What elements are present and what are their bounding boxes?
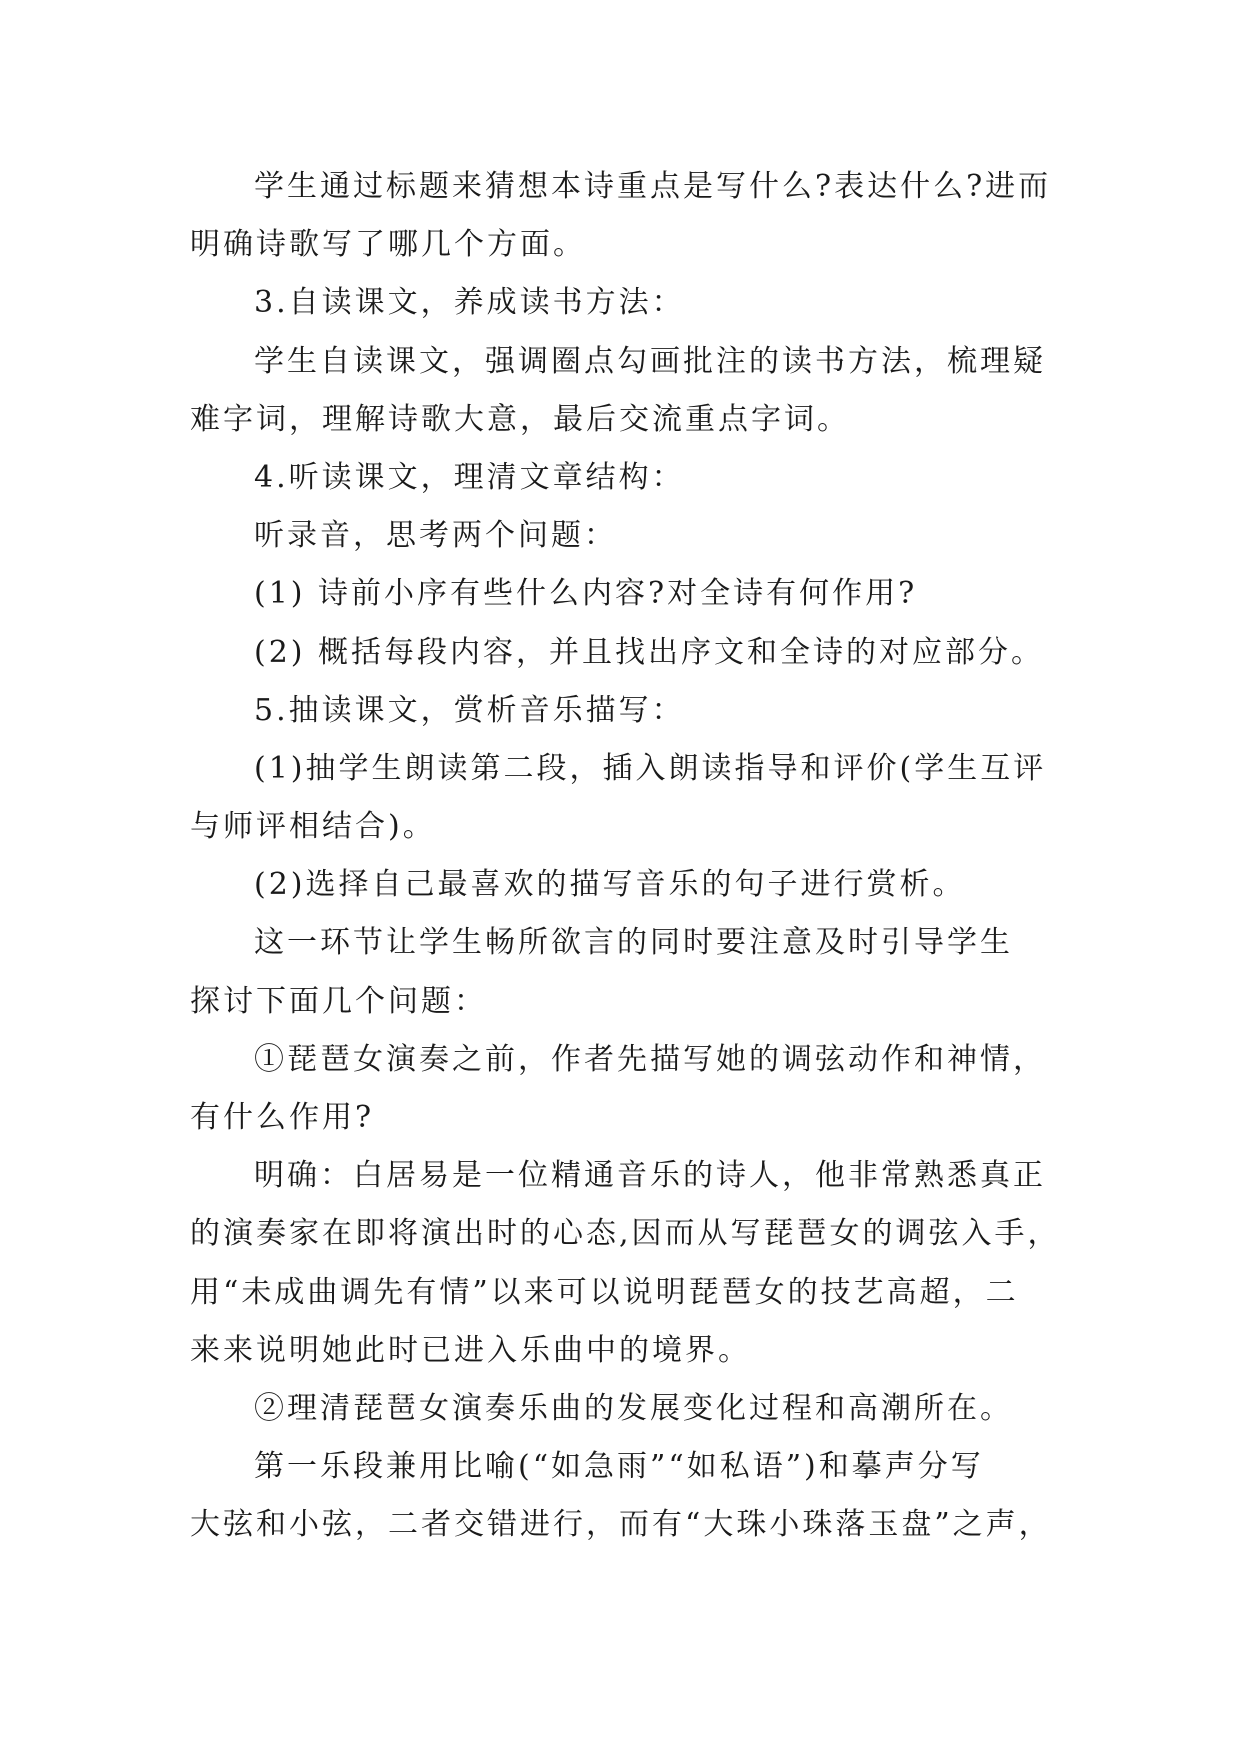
section-heading: 4.听读课文，理清文章结构： bbox=[254, 459, 685, 495]
paragraph-line: 用“未成曲调先有情”以来可以说明琵琶女的技艺高超，二 bbox=[190, 1274, 1019, 1310]
paragraph-line: 明确诗歌写了哪几个方面。 bbox=[190, 227, 586, 263]
paragraph-line: 这一环节让学生畅所欲言的同时要注意及时引导学生 bbox=[254, 925, 1013, 961]
list-item: ②理清琵琶女演奏乐曲的发展变化过程和高潮所在。 bbox=[254, 1390, 1013, 1426]
section-heading: 3.自读课文，养成读书方法： bbox=[254, 285, 685, 321]
section-heading: 5.抽读课文，赏析音乐描写： bbox=[254, 692, 685, 728]
list-item: ①琵琶女演奏之前，作者先描写她的调弦动作和神情， bbox=[254, 1041, 1046, 1077]
paragraph-line: 难字词，理解诗歌大意，最后交流重点字词。 bbox=[190, 401, 850, 437]
paragraph-line: 与师评相结合)。 bbox=[190, 809, 436, 845]
paragraph-line: 第一乐段兼用比喻(“如急雨”“如私语”)和摹声分写 bbox=[254, 1449, 984, 1485]
paragraph-line: 明确：白居易是一位精通音乐的诗人，他非常熟悉真正 bbox=[254, 1158, 1046, 1194]
paragraph-line: 学生通过标题来猜想本诗重点是写什么?表达什么?进而 bbox=[254, 169, 1052, 204]
paragraph-line: 听录音，思考两个问题： bbox=[254, 518, 617, 554]
list-item: (2) 概括每段内容，并且找出序文和全诗的对应部分。 bbox=[254, 634, 1045, 670]
paragraph-line: 探讨下面几个问题： bbox=[190, 983, 487, 1019]
list-item: (1)抽学生朗读第二段，插入朗读指导和评价(学生互评 bbox=[254, 750, 1047, 786]
paragraph-line: 有什么作用? bbox=[190, 1100, 375, 1135]
paragraph-line: 的演奏家在即将演出时的心态,因而从写琵琶女的调弦入手， bbox=[190, 1216, 1061, 1252]
document-body bbox=[190, 158, 1070, 1555]
paragraph-line: 大弦和小弦，二者交错进行，而有“大珠小珠落玉盘”之声， bbox=[190, 1507, 1052, 1543]
list-item: (1) 诗前小序有些什么内容?对全诗有何作用? bbox=[254, 576, 918, 612]
paragraph-line: 来来说明她此时已进入乐曲中的境界。 bbox=[190, 1332, 751, 1368]
list-item: (2)选择自己最喜欢的描写音乐的句子进行赏析。 bbox=[254, 867, 966, 903]
paragraph-line: 学生自读课文，强调圈点勾画批注的读书方法，梳理疑 bbox=[254, 343, 1046, 379]
